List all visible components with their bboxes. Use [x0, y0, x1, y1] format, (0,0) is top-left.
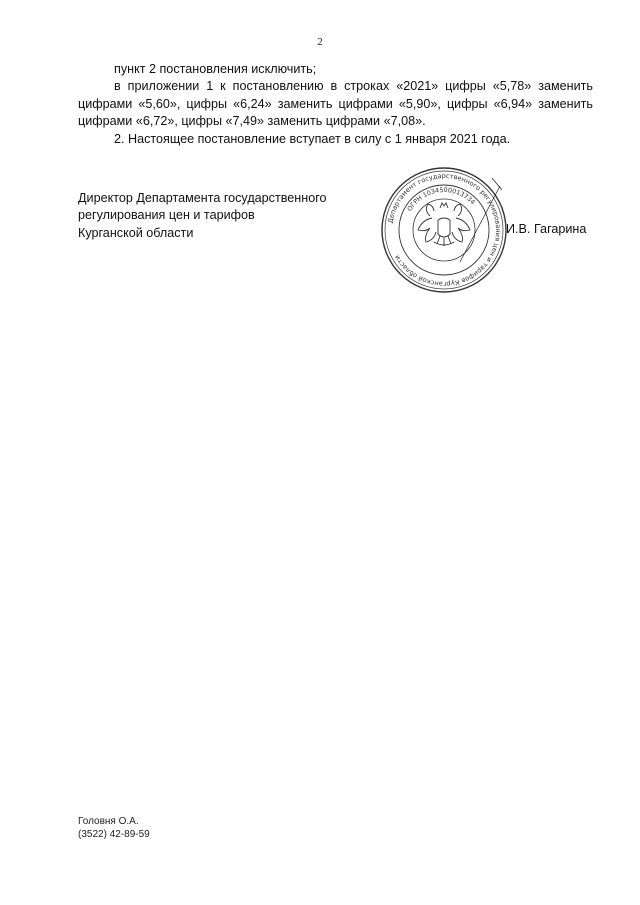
official-seal — [372, 158, 516, 302]
paragraph-effective-date: 2. Настоящее постановление вступает в силу с 1 января 2021 года. — [114, 131, 511, 146]
page-number: 2 — [317, 36, 323, 48]
signatory-name: И.В. Гагарина — [506, 222, 587, 236]
position-line-2: регулирования цен и тарифов — [78, 208, 255, 223]
executor-name: Головня О.А. — [78, 816, 139, 827]
document-body — [78, 61, 593, 148]
paragraph-appendix-changes: в приложении 1 к постановлению в строках «2021» цифры «5,78» заменить цифрами «5,60», цифры «6,24» заменить цифрами «5,90», цифры «6,94» заменить цифрами «6,72», цифры «7,49» заменить цифрами «7,08». — [78, 79, 593, 129]
signatory-position — [78, 190, 327, 242]
double-headed-eagle-emblem — [418, 203, 470, 246]
seal-outer-text: Департамент государственного регулирования цен и тарифов Курганской области — [386, 171, 503, 289]
executor-info — [78, 815, 150, 841]
seal-inner-text: ОГРН 1034500013734 — [405, 185, 477, 213]
paragraph-exclude-item: пункт 2 постановления исключить; — [114, 62, 317, 76]
executor-phone: (3522) 42-89-59 — [78, 829, 150, 840]
position-line-1: Директор Департамента государственного — [78, 191, 327, 205]
position-line-3: Курганской области — [78, 225, 194, 240]
